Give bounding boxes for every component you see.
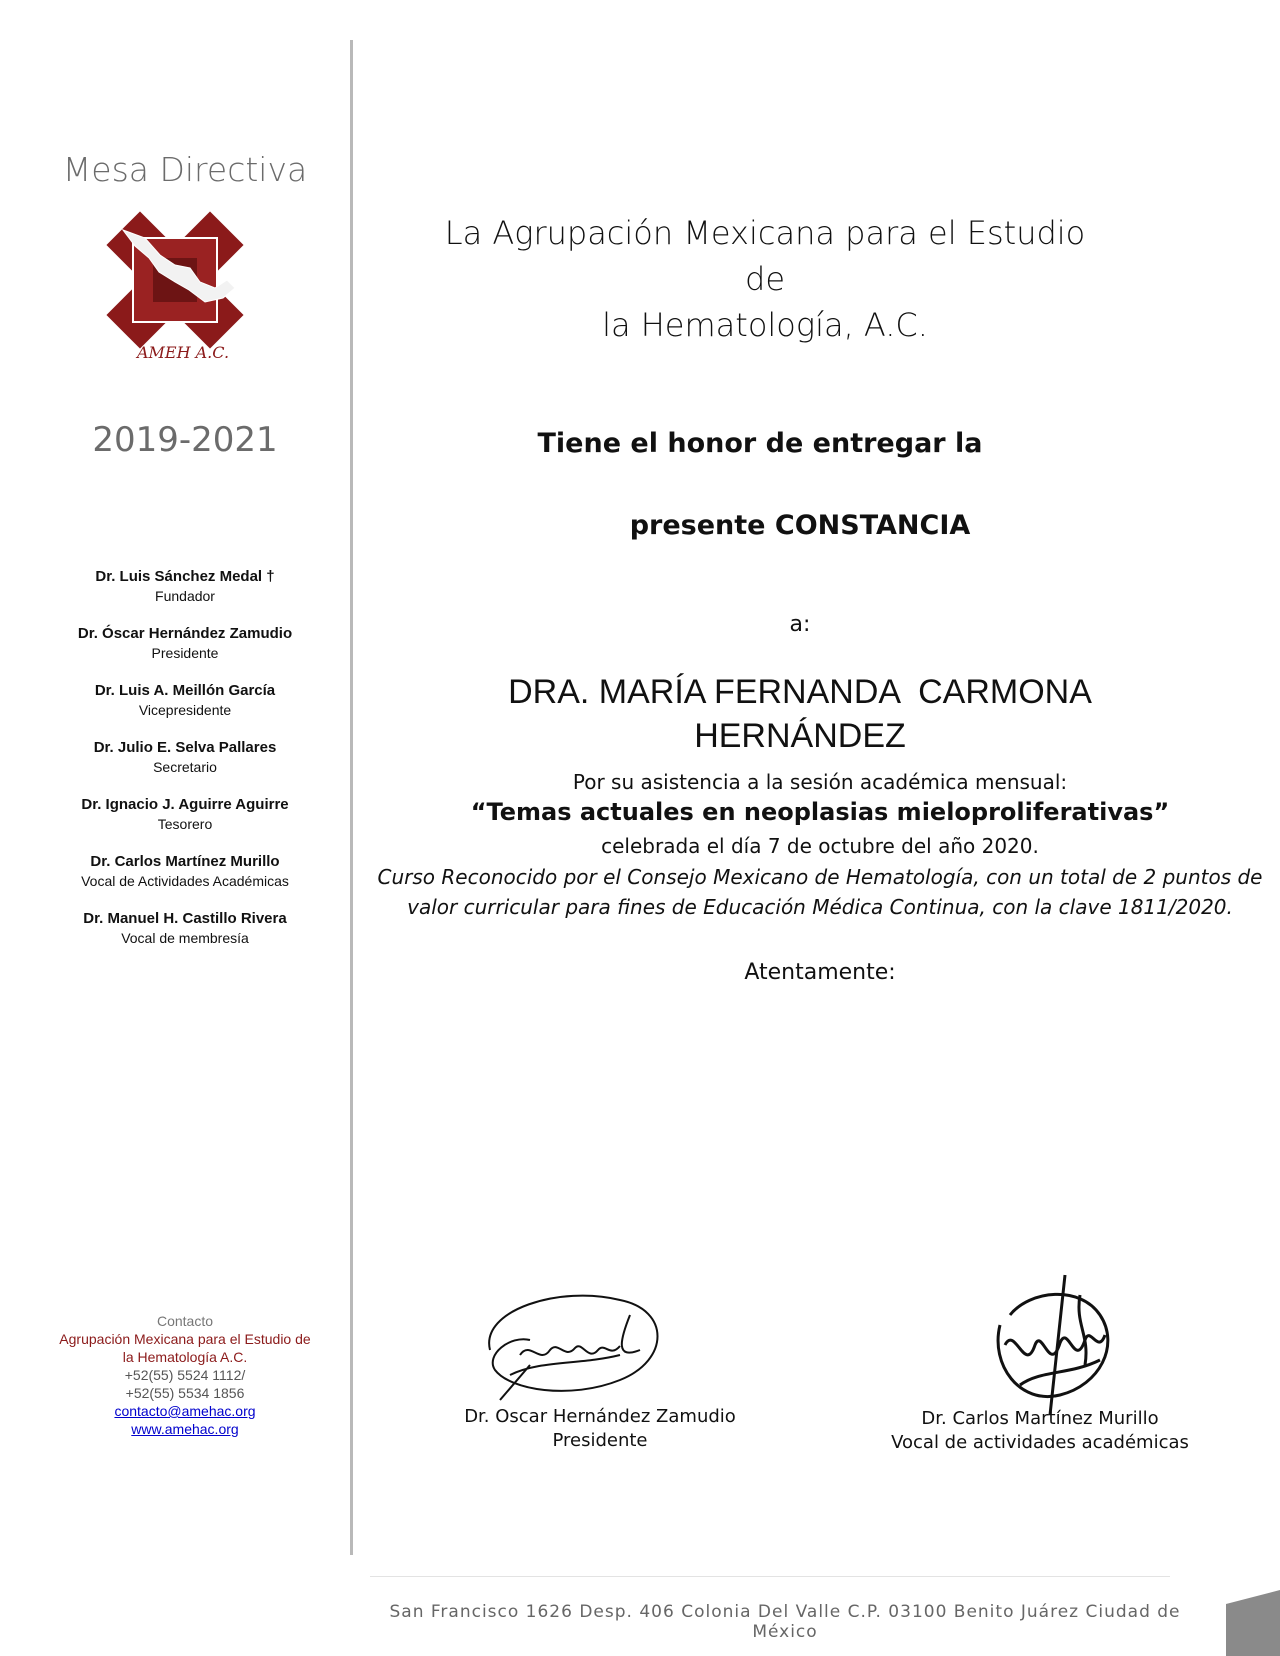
ameh-logo [105,210,265,385]
contact-phone-1: +52(55) 5524 1112/ [124,1367,246,1383]
member-role: Presidente [151,645,219,661]
member-name: Dr. Carlos Martínez Murillo [90,853,280,870]
board-member [30,567,340,605]
member-role: Vocal de membresía [121,930,249,946]
to-label: a: [789,612,811,637]
sidebar-title: Mesa Directiva [62,150,308,189]
recipient-name [440,670,1160,758]
page-corner-tab [1226,1590,1280,1656]
signer-role: Presidente [552,1430,648,1451]
board-member [30,909,340,947]
footer-address: San Francisco 1626 Desp. 406 Colonia Del Valle C.P. 03100 Benito Juárez Ciudad de México [389,1602,1181,1642]
board-member [30,795,340,833]
signer-role: Vocal de actividades académicas [891,1432,1189,1453]
contact-org-line1: Agrupación Mexicana para el Estudio de [59,1331,311,1347]
sidebar [0,0,350,1560]
website-link[interactable]: www.amehac.org [131,1421,239,1437]
session-date: celebrada el día 7 de octubre del año 2020. [601,834,1039,858]
term-years: 2019-2021 [92,420,278,460]
recipient-line1: DRA. MARÍA FERNANDA CARMONA [508,673,1092,711]
regards-label: Atentamente: [744,960,896,985]
member-role: Fundador [155,588,215,604]
org-title-line2: la Hematología, A.C. [602,306,928,344]
board-member [30,852,340,890]
attendance-text: Por su asistencia a la sesión académica mensual: [572,770,1068,794]
vertical-divider [350,40,353,1555]
course-line1: Curso Reconocido por el Consejo Mexicano de Hematología, con un total de 2 puntos de [377,865,1263,889]
honor-statement: Tiene el honor de entregar la [537,428,983,459]
member-role: Secretario [153,759,217,775]
member-role: Vocal de Actividades Académicas [81,873,289,889]
contact-block [20,1312,350,1438]
member-name: Dr. Luis Sánchez Medal † [95,568,275,585]
contact-org-line2: la Hematología A.C. [122,1349,248,1365]
board-member [30,624,340,662]
logo-text: AMEH A.C. [136,343,230,362]
signature-president [470,1280,690,1410]
member-name: Dr. Luis A. Meillón García [94,682,276,699]
member-role: Vicepresidente [138,702,232,718]
signature-vocal [980,1265,1130,1425]
member-name: Dr. Manuel H. Castillo Rivera [83,910,287,927]
member-role: Tesorero [157,816,213,832]
board-member [30,738,340,776]
member-name: Dr. Ignacio J. Aguirre Aguirre [81,796,289,813]
signer-name: Dr. Carlos Martínez Murillo [921,1408,1159,1429]
recipient-line2: HERNÁNDEZ [694,717,906,755]
organization-title [440,210,1090,348]
signer-president [420,1405,780,1453]
board-member [30,681,340,719]
constancia-heading: presente CONSTANCIA [629,510,971,541]
course-recognition [360,862,1280,922]
signer-name: Dr. Oscar Hernández Zamudio [464,1406,736,1427]
member-name: Dr. Óscar Hernández Zamudio [77,625,293,642]
signer-vocal [860,1407,1220,1455]
org-title-line1: La Agrupación Mexicana para el Estudio de [444,214,1086,298]
contact-email-link[interactable]: contacto@amehac.org [114,1403,256,1419]
logo-emblem [105,210,245,350]
session-topic: “Temas actuales en neoplasias mieloproliferativas” [470,798,1170,826]
footer-rule [370,1576,1170,1577]
board-list [30,567,340,966]
contact-phone-2: +52(55) 5534 1856 [125,1385,245,1401]
course-line2: valor curricular para fines de Educación Médica Continua, con la clave 1811/2020. [407,895,1233,919]
contact-heading: Contacto [156,1313,214,1329]
member-name: Dr. Julio E. Selva Pallares [93,739,277,756]
